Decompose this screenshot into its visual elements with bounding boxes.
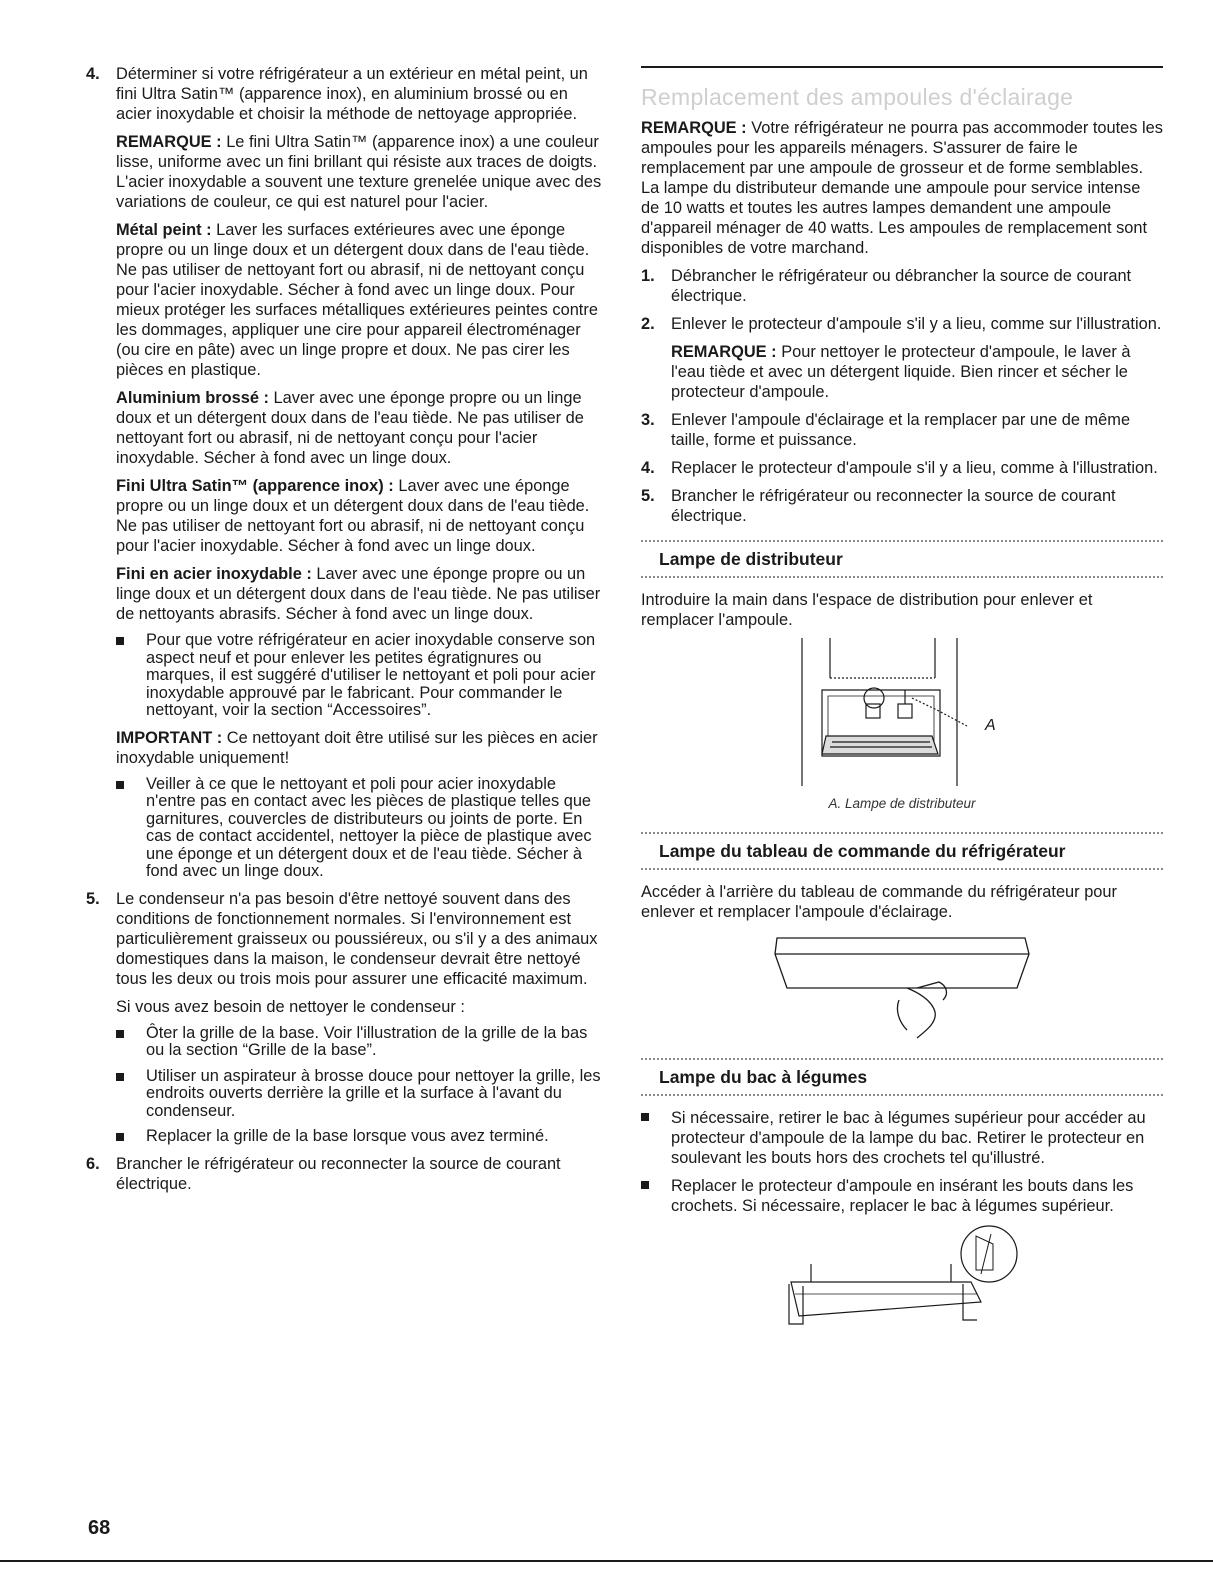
step-number: 6.	[86, 1154, 100, 1173]
step-number: 1.	[641, 267, 655, 285]
control-panel-lamp-illustration	[767, 930, 1037, 1042]
dispenser-drawing	[792, 638, 1012, 788]
step-text: Débrancher le réfrigérateur ou débrancher la source de courant électrique.	[671, 267, 1132, 305]
subsection-heading: Lampe du bac à légumes	[641, 1058, 1163, 1096]
acier-inox-paragraph	[116, 564, 604, 624]
bullet-square-icon	[116, 781, 124, 789]
step-2-note	[671, 342, 1163, 402]
important-label: IMPORTANT :	[116, 728, 223, 747]
bullet-square-icon	[116, 637, 124, 645]
step-5	[86, 889, 604, 1146]
step-number: 5.	[86, 889, 100, 908]
step-text: Enlever l'ampoule d'éclairage et la remplacer par une de même taille, forme et puissance.	[671, 411, 1131, 449]
crisper-lamp-illustration	[781, 1224, 1021, 1334]
remarque-text: Votre réfrigérateur ne pourra pas accommoder toutes les ampoules pour les appareils ménagers. S'assurer de faire le remplacement par une ampoule de grosseur et de forme semblables. La lampe du distributeur demande une ampoule pour service intense de 10 watts et toutes les autres lampes demandent une ampoule d'appareil ménager de 40 watts. Les ampoules de remplacement sont disponibles de votre marchand.	[641, 119, 1163, 257]
bullet-square-icon	[116, 1030, 124, 1038]
control-panel-drawing	[767, 930, 1037, 1042]
bullet-list	[116, 632, 604, 720]
list-item: Si nécessaire, retirer le bac à légumes supérieur pour accéder au protecteur d'ampoule de la lampe du bac. Retirer le protecteur en soulevant les bouts hors des crochets tel qu'illustré.	[641, 1108, 1163, 1168]
step-5	[641, 486, 1163, 526]
section-title: Remplacement des ampoules d'éclairage	[641, 84, 1074, 110]
crisper-drawing	[781, 1224, 1021, 1334]
step-number: 4.	[86, 65, 100, 83]
remarque-text: Le fini Ultra Satin™ (apparence inox) a une couleur lisse, uniforme avec un fini brillant qui résiste aux traces de doigts. L'acier inoxydable a souvent une texture grenelée unique avec des variations de couleur, ce qui est naturel pour l'acier.	[116, 133, 602, 211]
step-2	[641, 314, 1163, 402]
step-4	[86, 64, 604, 881]
step-1	[641, 266, 1163, 306]
bullet-list	[116, 776, 604, 881]
aluminium-label: Aluminium brossé :	[116, 389, 269, 407]
list-item: Pour que votre réfrigérateur en acier inoxydable conserve son aspect neuf et pour enlever les petites égratignures ou marques, il est suggéré d'utiliser le nettoyant et poli pour acier inoxydable approuvé par le fabricant. Pour commander le nettoyant, voir la section “Accessoires”.	[116, 632, 604, 720]
remarque-text: Pour nettoyer le protecteur d'ampoule, le laver à l'eau tiède et avec un détergent liquide. Bien rincer et sécher le protecteur d'ampoule.	[671, 343, 1131, 401]
step-5-sub: Si vous avez besoin de nettoyer le condenseur :	[116, 997, 465, 1016]
right-column	[641, 118, 1163, 1334]
remarque-label: REMARQUE :	[671, 343, 777, 361]
step-number: 2.	[641, 315, 655, 333]
remarque-note	[641, 118, 1163, 258]
bullet-square-icon	[641, 1181, 649, 1189]
list-item: Ôter la grille de la base. Voir l'illustration de la grille de la bas ou la section “Grille de la base”.	[116, 1025, 604, 1060]
metal-peint-paragraph	[116, 220, 604, 380]
bottom-rule	[0, 1560, 1213, 1562]
step-number: 3.	[641, 411, 655, 429]
step-6-text: Brancher le réfrigérateur ou reconnecter la source de courant électrique.	[116, 1154, 561, 1193]
step-4	[641, 458, 1163, 478]
distributeur-text: Introduire la main dans l'espace de distribution pour enlever et remplacer l'ampoule.	[641, 591, 1093, 629]
ultra-satin-paragraph	[116, 476, 604, 556]
bullet-square-icon	[116, 1133, 124, 1141]
remarque-label: REMARQUE :	[116, 133, 222, 151]
step-3	[641, 410, 1163, 450]
important-text: Ce nettoyant doit être utilisé sur les pièces en acier inoxydable uniquement!	[116, 728, 598, 767]
acier-inox-label: Fini en acier inoxydable :	[116, 565, 312, 583]
list-item: Replacer le protecteur d'ampoule en insérant les bouts dans les crochets. Si nécessaire, replacer le bac à légumes supérieur.	[641, 1176, 1163, 1216]
step-text: Enlever le protecteur d'ampoule s'il y a lieu, comme sur l'illustration.	[671, 315, 1162, 333]
left-column	[86, 64, 604, 1202]
top-rule	[641, 66, 1163, 68]
bullet-square-icon	[116, 1073, 124, 1081]
step-number: 5.	[641, 487, 655, 505]
metal-peint-label: Métal peint :	[116, 221, 212, 239]
ultra-satin-text: Laver avec une éponge propre ou un linge doux et un détergent doux dans de l'eau tiède. Ne pas utiliser de nettoyant fort ou abrasif, ni de nettoyant conçu pour l'acier inoxydable. Sécher à fond avec un linge doux.	[116, 477, 590, 555]
subsection-heading: Lampe du tableau de commande du réfrigérateur	[641, 832, 1163, 870]
list-item: Utiliser un aspirateur à brosse douce pour nettoyer la grille, les endroits ouverts derrière la grille et la surface à l'avant du condenseur.	[116, 1068, 604, 1121]
important-note	[116, 728, 604, 768]
aluminium-paragraph	[116, 388, 604, 468]
aluminium-text: Laver avec une éponge propre ou un linge doux et un détergent doux dans de l'eau tiède. Ne pas utiliser de nettoyant fort ou abrasif, ni de nettoyant conçu pour l'acier inoxydable. Sécher à fond avec un linge doux.	[116, 389, 584, 467]
figure-caption: A. Lampe de distributeur	[828, 796, 976, 811]
page-number: 68	[88, 1517, 111, 1539]
step-4-intro: Déterminer si votre réfrigérateur a un extérieur en métal peint, un fini Ultra Satin™ (apparence inox), en aluminium brossé ou en acier inoxydable et choisir la méthode de nettoyage appropriée.	[116, 65, 588, 123]
remarque-note	[116, 132, 604, 212]
list-item: Veiller à ce que le nettoyant et poli pour acier inoxydable n'entre pas en contact avec les pièces de plastique telles que garnitures, couvercles de distributeurs ou joints de porte. En cas de contact accidentel, nettoyer la pièce de plastique avec une éponge et un détergent doux et de l'eau tiède. Sécher à fond avec un linge doux.	[116, 776, 604, 881]
step-5-text: Le condenseur n'a pas besoin d'être nettoyé souvent dans des conditions de fonctionnement normales. Si l'environnement est particulièrement graisseux ou poussiéreux, ou s'il y a des animaux domestiques dans la maison, le condenseur devrait être nettoyé tous les deux ou trois mois pour assurer une efficacité maximum.	[116, 889, 598, 988]
step-text: Replacer le protecteur d'ampoule s'il y a lieu, comme à l'illustration.	[671, 459, 1158, 477]
ultra-satin-label: Fini Ultra Satin™ (apparence inox) :	[116, 477, 394, 495]
bullet-list	[116, 1025, 604, 1146]
subsection-heading: Lampe de distributeur	[641, 540, 1163, 578]
step-text: Brancher le réfrigérateur ou reconnecter la source de courant électrique.	[671, 487, 1116, 525]
bullet-square-icon	[641, 1113, 649, 1121]
metal-peint-text: Laver les surfaces extérieures avec une éponge propre ou un linge doux et un détergent doux dans de l'eau tiède. Ne pas utiliser de nettoyant fort ou abrasif, ni de nettoyant conçu pour l'acier inoxydable. Sécher à fond avec un linge doux. Pour mieux protéger les surfaces métalliques extérieures peintes contre les dommages, appliquer une cire pour appareil électroménager (ou cire en pâte) avec un linge propre et doux. Ne pas cirer les pièces en plastique.	[116, 221, 598, 379]
bullet-list	[641, 1108, 1163, 1216]
step-number: 4.	[641, 459, 655, 477]
acier-inox-text: Laver avec une éponge propre ou un linge doux et un détergent doux dans de l'eau tiède. Ne pas utiliser de nettoyants abrasifs. Sécher à fond avec un linge doux.	[116, 565, 601, 623]
step-6	[86, 1154, 604, 1194]
callout-label: A	[985, 717, 996, 734]
remarque-label: REMARQUE :	[641, 119, 747, 137]
tableau-text: Accéder à l'arrière du tableau de commande du réfrigérateur pour enlever et remplacer l'ampoule d'éclairage.	[641, 883, 1117, 921]
dispenser-lamp-illustration	[792, 638, 1012, 788]
list-item: Replacer la grille de la base lorsque vous avez terminé.	[116, 1128, 604, 1146]
